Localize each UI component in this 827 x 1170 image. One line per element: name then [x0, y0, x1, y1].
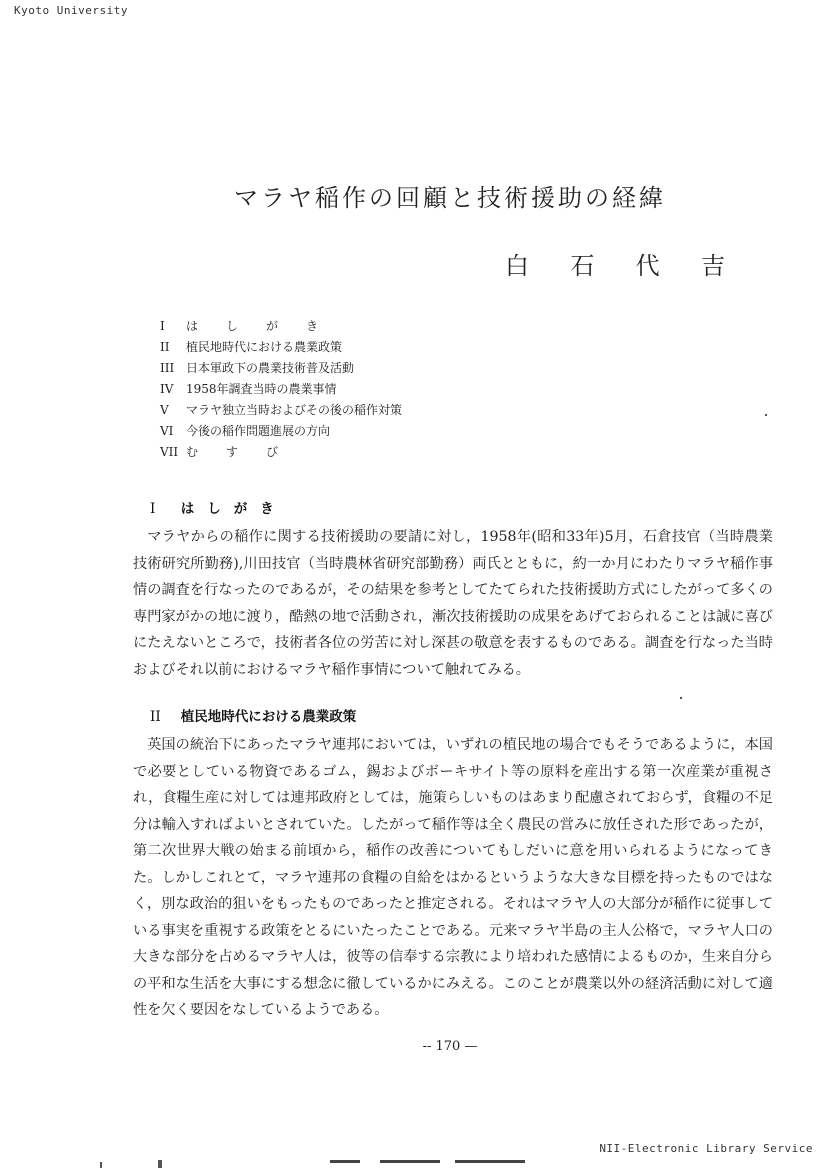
toc-item — [160, 337, 402, 358]
toc-item — [160, 442, 402, 463]
section-number: I — [150, 501, 156, 517]
author-char: 石 — [570, 252, 595, 280]
source-header: Kyoto University — [14, 4, 128, 17]
toc-item — [160, 316, 402, 337]
toc-title: マラヤ独立当時およびその後の稲作対策 — [186, 403, 403, 417]
scan-speck — [100, 1162, 102, 1168]
section-heading — [150, 497, 287, 517]
body-paragraph — [133, 524, 773, 683]
scan-artifact — [455, 1160, 525, 1163]
scan-speck — [765, 414, 767, 416]
article-title: マラヤ稲作の回顧と技術援助の経緯 — [234, 184, 666, 212]
scan-artifact — [380, 1160, 440, 1163]
toc-number: I — [160, 319, 165, 333]
toc-number: III — [160, 361, 175, 375]
author-char: 白 — [505, 252, 529, 280]
toc-number: VII — [160, 445, 179, 459]
section-title: はしがき — [180, 501, 287, 517]
toc-title: 今後の稲作問題進展の方向 — [186, 424, 331, 438]
toc-item — [160, 400, 402, 421]
scan-artifact — [330, 1160, 360, 1163]
toc-item — [160, 379, 402, 400]
body-paragraph — [133, 732, 773, 1024]
toc-title: 1958年調査当時の農業事情 — [186, 382, 337, 396]
scan-speck — [158, 1160, 162, 1168]
table-of-contents — [160, 316, 402, 463]
paragraph-text: 英国の統治下にあったマラヤ連邦においては，いずれの植民地の場合でもそうであるように，本国で必要としている物資であるゴム，錫およびボーキサイト等の原料を産出する第一次産業が重視され，食糧生産に対しては連邦政府としては，施策らしいものはあまり配慮されておらず，食糧の不足分は輸入すればよいとされていた。したがって稲作等は全く農民の営みに放任された形であったが，第二次世界大戦の始まる前頃から，稲作の改善についてもしだいに意を用いられるようになってきた。しかしこれとて，マラヤ連邦の食糧の自給をはかるというような大きな目標を持ったものではなく，別な政治的狙いをもったものであったと推定される。それはマラヤ人の大部分が稲作に従事している事実を重視する政策をとるにいたったことである。元来マラヤ半島の主人公格で，マラヤ人口の大きな部分を占めるマラヤ人は，彼等の信奉する宗教により培われた感情によるものか，生来自分らの平和な生活を大事にする想念に徹しているかにみえる。このことが農業以外の経済活動に対して適性を欠く要因をなしているようである。 — [133, 737, 773, 1018]
paragraph-text: マラヤからの稲作に関する技術援助の要請に対し，1958年(昭和33年)5月，石倉技官（当時農業技術研究所勤務),川田技官（当時農林省研究部勤務）両氏とともに，約一か月にわたりマラヤ稲作事情の調査を行なったのであるが，その結果を参考としてたてられた技術援助方式にしたがって多くの専門家がかの地に渡り，酷熱の地で活動され，漸次技術援助の成果をあげておられることは誠に喜びにたえないところで，技術者各位の労苦に対し深甚の敬意を表するものである。調査を行なった当時およびそれ以前におけるマラヤ稲作事情について触れてみる。 — [133, 529, 773, 678]
section-heading — [150, 705, 356, 725]
toc-item — [160, 421, 402, 442]
scan-speck — [680, 697, 682, 699]
toc-number: VI — [160, 424, 174, 438]
service-footer: NII-Electronic Library Service — [599, 1142, 813, 1155]
author-name — [505, 246, 725, 281]
page-number: -- 170 — — [422, 1039, 478, 1054]
toc-number: II — [160, 340, 170, 354]
author-char: 代 — [635, 252, 660, 280]
toc-title: 植民地時代における農業政策 — [186, 340, 343, 354]
section-title: 植民地時代における農業政策 — [180, 709, 357, 725]
toc-item — [160, 358, 402, 379]
toc-title: はしがき — [186, 319, 347, 333]
section-number: II — [150, 709, 161, 725]
toc-number: IV — [160, 382, 174, 396]
author-char: 吉 — [700, 252, 725, 280]
toc-title: むすび — [186, 445, 307, 459]
toc-number: V — [160, 403, 169, 417]
toc-title: 日本軍政下の農業技術普及活動 — [186, 361, 355, 375]
